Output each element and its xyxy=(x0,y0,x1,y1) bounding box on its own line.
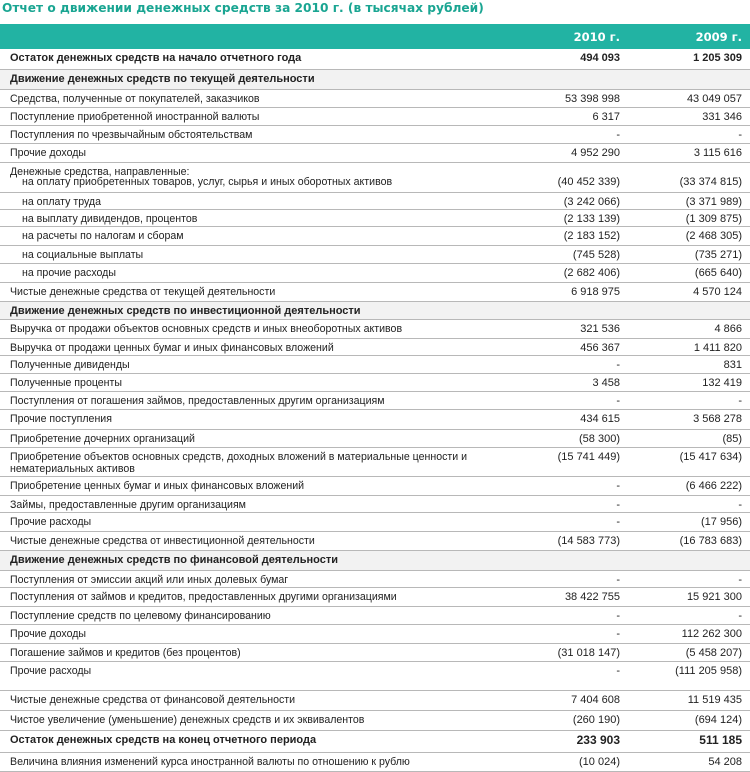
row-label: Движение денежных средств по текущей деятельности xyxy=(10,73,315,85)
value-2010: (10 024) xyxy=(579,756,620,768)
row-label: Поступления по чрезвычайным обстоятельствам xyxy=(10,129,253,141)
value-2009: 1 411 820 xyxy=(693,342,742,354)
row-label: на оплату приобретенных товаров, услуг, сырья и иных оборотных активов xyxy=(22,176,393,188)
value-2009: (85) xyxy=(722,433,742,445)
value-2010: (58 300) xyxy=(579,433,620,445)
value-2010: (40 452 339) xyxy=(557,176,620,188)
table-row xyxy=(0,283,750,302)
value-2010: 494 093 xyxy=(580,52,620,64)
value-2010: 434 615 xyxy=(580,413,620,425)
value-2010: (745 528) xyxy=(572,249,620,261)
row-label: на оплату труда xyxy=(22,196,102,208)
row-label: Поступления от погашения займов, предоставленных другим организациям xyxy=(10,395,385,407)
row-label: Движение денежных средств по инвестиционной деятельности xyxy=(10,305,361,317)
value-2009: (15 417 634) xyxy=(679,451,742,463)
row-label: Прочие расходы xyxy=(10,516,92,528)
value-2010: - xyxy=(616,499,620,511)
row-label: Прочие доходы xyxy=(10,628,87,640)
table-row xyxy=(0,227,750,246)
value-2009: (16 783 683) xyxy=(679,535,742,547)
value-2009: (6 466 222) xyxy=(685,480,742,492)
value-2009: 15 921 300 xyxy=(686,591,742,603)
row-label: Средства, полученные от покупателей, заказчиков xyxy=(10,93,260,105)
value-2009: - xyxy=(738,610,742,622)
row-label: на расчеты по налогам и сборам xyxy=(22,230,184,242)
column-header-2009: 2009 г. xyxy=(695,29,742,44)
row-label: Полученные дивиденды xyxy=(10,359,130,371)
value-2009: 1 205 309 xyxy=(693,52,742,64)
value-2010: - xyxy=(616,516,620,528)
row-label: Денежные средства, направленные: xyxy=(10,166,190,178)
table-row xyxy=(0,90,750,108)
value-2010: 6 918 975 xyxy=(571,286,620,298)
table-row xyxy=(0,320,750,339)
value-2010: (260 190) xyxy=(572,714,620,726)
row-label: на прочие расходы xyxy=(22,267,116,279)
value-2010: - xyxy=(616,395,620,407)
value-2010: 456 367 xyxy=(580,342,620,354)
value-2010: 38 422 755 xyxy=(564,591,620,603)
row-label: Прочие расходы xyxy=(10,665,92,677)
value-2010: 4 952 290 xyxy=(571,147,620,159)
table-row xyxy=(0,356,750,374)
cash-flow-table xyxy=(0,49,750,772)
value-2009: 331 346 xyxy=(702,111,742,123)
table-row xyxy=(0,532,750,551)
value-2010: - xyxy=(616,665,620,677)
table-row xyxy=(0,49,750,70)
report-title: Отчет о движении денежных средств за 2010 г. (в тысячах рублей) xyxy=(2,1,484,15)
table-row xyxy=(0,625,750,644)
table-row xyxy=(0,607,750,625)
value-2010: (2 682 406) xyxy=(563,267,620,279)
table-row xyxy=(0,144,750,163)
value-2010: 321 536 xyxy=(580,323,620,335)
value-2010: 7 404 608 xyxy=(571,694,620,706)
value-2010: (15 741 449) xyxy=(557,451,620,463)
section-header-row xyxy=(0,551,750,571)
row-label: Выручка от продажи ценных бумаг и иных финансовых вложений xyxy=(10,342,334,354)
table-row xyxy=(0,753,750,772)
table-row xyxy=(0,496,750,513)
row-label: Движение денежных средств по финансовой деятельности xyxy=(10,554,339,566)
table-row xyxy=(0,374,750,392)
table-row xyxy=(0,108,750,126)
value-2010: (3 242 066) xyxy=(563,196,620,208)
table-row xyxy=(0,448,750,477)
row-label: Поступления от эмиссии акций или иных долевых бумаг xyxy=(10,574,289,586)
value-2009: 43 049 057 xyxy=(686,93,742,105)
table-row xyxy=(0,691,750,711)
row-label: на социальные выплаты xyxy=(22,249,144,261)
table-row xyxy=(0,210,750,227)
column-header-2010: 2010 г. xyxy=(573,29,620,44)
value-2010: (14 583 773) xyxy=(557,535,620,547)
value-2009: 831 xyxy=(723,359,742,371)
value-2009: - xyxy=(738,395,742,407)
table-header xyxy=(0,24,750,49)
row-label: Приобретение ценных бумаг и иных финансовых вложений xyxy=(10,480,305,492)
value-2009: (17 956) xyxy=(701,516,742,528)
row-label: Поступление средств по целевому финансированию xyxy=(10,610,271,622)
row-label: Остаток денежных средств на конец отчетного периода xyxy=(10,734,317,746)
table-row xyxy=(0,477,750,496)
value-2009: 4 866 xyxy=(714,323,742,335)
table-row xyxy=(0,339,750,356)
value-2010: - xyxy=(616,610,620,622)
table-row xyxy=(0,163,750,176)
row-label: Чистые денежные средства от текущей деятельности xyxy=(10,286,276,298)
value-2010: (31 018 147) xyxy=(557,647,620,659)
value-2009: (5 458 207) xyxy=(685,647,742,659)
value-2010: - xyxy=(616,129,620,141)
table-row xyxy=(0,193,750,210)
row-label: на выплату дивидендов, процентов xyxy=(22,213,198,225)
value-2009: (2 468 305) xyxy=(685,230,742,242)
row-label: Величина влияния изменений курса иностранной валюты по отношению к рублю xyxy=(10,756,410,768)
value-2009: (735 271) xyxy=(694,249,742,261)
value-2010: 3 458 xyxy=(592,377,620,389)
value-2010: (2 133 139) xyxy=(563,213,620,225)
value-2009: 132 419 xyxy=(702,377,742,389)
value-2010: - xyxy=(616,480,620,492)
table-row xyxy=(0,662,750,691)
value-2009: (1 309 875) xyxy=(685,213,742,225)
value-2009: (694 124) xyxy=(694,714,742,726)
table-row xyxy=(0,430,750,448)
table-row xyxy=(0,571,750,588)
row-label: Остаток денежных средств на начало отчетного года xyxy=(10,52,302,64)
value-2009: - xyxy=(738,499,742,511)
section-header-row xyxy=(0,70,750,90)
row-label: Погашение займов и кредитов (без процентов) xyxy=(10,647,241,659)
value-2010: - xyxy=(616,359,620,371)
value-2009: 112 262 300 xyxy=(681,628,742,640)
table-row xyxy=(0,410,750,430)
value-2010: 53 398 998 xyxy=(564,93,620,105)
value-2009: 54 208 xyxy=(708,756,742,768)
table-row xyxy=(0,513,750,532)
value-2009: - xyxy=(738,574,742,586)
value-2009: (33 374 815) xyxy=(679,176,742,188)
value-2009: 3 568 278 xyxy=(693,413,742,425)
value-2009: 4 570 124 xyxy=(693,286,742,298)
row-label: Поступление приобретенной иностранной валюты xyxy=(10,111,260,123)
row-label: Поступления от займов и кредитов, предоставленных другими организациями xyxy=(10,591,397,603)
value-2010: - xyxy=(616,628,620,640)
table-row xyxy=(0,644,750,662)
row-label: Прочие доходы xyxy=(10,147,87,159)
value-2009: - xyxy=(738,129,742,141)
table-row xyxy=(0,392,750,410)
table-row xyxy=(0,126,750,144)
row-label: Чистое увеличение (уменьшение) денежных средств и их эквивалентов xyxy=(10,714,365,726)
value-2010: - xyxy=(616,574,620,586)
row-label: Прочие поступления xyxy=(10,413,112,425)
section-header-row xyxy=(0,302,750,320)
value-2009: 3 115 616 xyxy=(693,147,742,159)
value-2009: (665 640) xyxy=(694,267,742,279)
value-2010: (2 183 152) xyxy=(563,230,620,242)
value-2010: 6 317 xyxy=(592,111,620,123)
value-2009: 511 185 xyxy=(699,733,742,747)
value-2009: (111 205 958) xyxy=(675,665,742,677)
value-2010: 233 903 xyxy=(576,733,620,747)
value-2009: 11 519 435 xyxy=(687,694,742,706)
table-row xyxy=(0,246,750,264)
table-row xyxy=(0,264,750,283)
table-row xyxy=(0,176,750,193)
row-label: Полученные проценты xyxy=(10,377,122,389)
row-label: Приобретение объектов основных средств, доходных вложений в материальные ценности и нематериальных активов xyxy=(10,451,468,475)
row-label: Чистые денежные средства от финансовой деятельности xyxy=(10,694,296,706)
row-label: Выручка от продажи объектов основных средств и иных внеоборотных активов xyxy=(10,323,403,335)
row-label: Займы, предоставленные другим организациям xyxy=(10,499,246,511)
table-row xyxy=(0,731,750,753)
value-2009: (3 371 989) xyxy=(685,196,742,208)
row-label: Приобретение дочерних организаций xyxy=(10,433,195,445)
table-row xyxy=(0,588,750,607)
row-label: Чистые денежные средства от инвестиционной деятельности xyxy=(10,535,315,547)
table-row xyxy=(0,711,750,731)
